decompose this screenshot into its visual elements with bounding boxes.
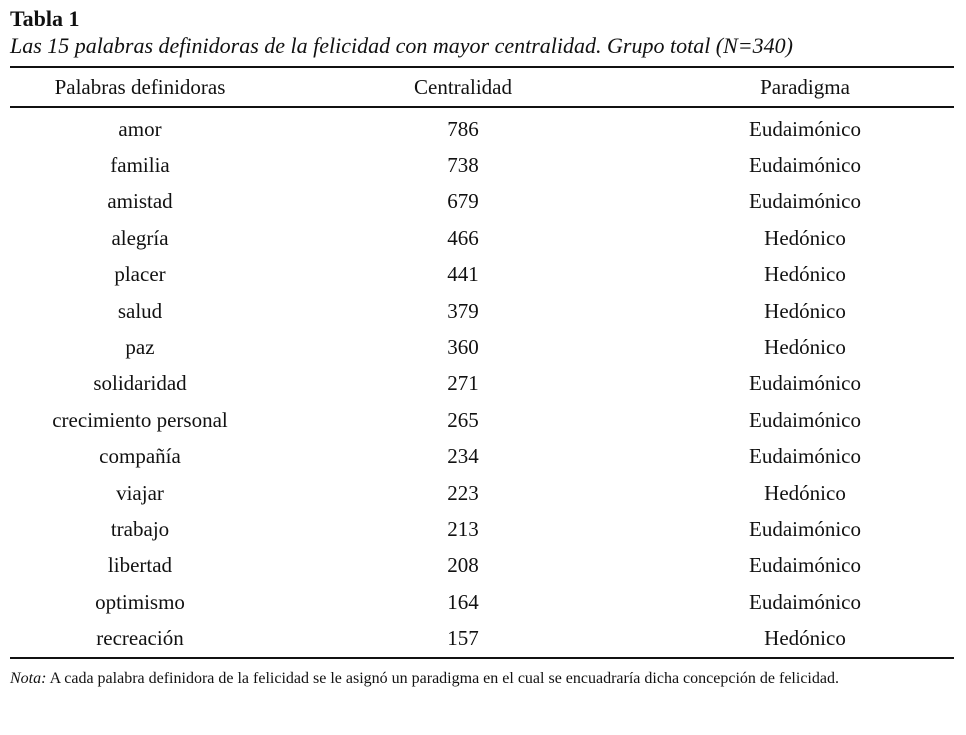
- paradigm-cell: Eudaimónico: [749, 553, 861, 578]
- paradigm-cell: Hedónico: [764, 480, 846, 505]
- table-row: [10, 107, 954, 147]
- table-caption: Las 15 palabras definidoras de la felicidad con mayor centralidad. Grupo total (N=340): [10, 33, 793, 58]
- word-cell: libertad: [107, 553, 173, 578]
- paradigm-cell: Eudaimónico: [749, 153, 861, 178]
- paradigm-cell: Hedónico: [764, 262, 846, 287]
- centrality-cell: 234: [447, 444, 479, 469]
- word-cell: viajar: [116, 480, 164, 505]
- paradigm-cell: Eudaimónico: [749, 589, 861, 614]
- paradigm-cell: Eudaimónico: [749, 371, 861, 396]
- centrality-cell: 379: [447, 298, 479, 323]
- paradigm-cell: Eudaimónico: [749, 189, 861, 214]
- centrality-cell: 271: [447, 371, 479, 396]
- table-row: [10, 184, 954, 220]
- centrality-cell: 213: [447, 516, 479, 541]
- word-cell: familia: [110, 153, 170, 178]
- centrality-cell: 679: [447, 189, 479, 214]
- word-cell: amistad: [107, 189, 173, 214]
- table-row: [10, 147, 954, 183]
- word-cell: recreación: [96, 626, 184, 651]
- note-label: Nota:: [10, 669, 47, 687]
- paradigm-cell: Hedónico: [764, 626, 846, 651]
- table-header-row: [10, 67, 954, 107]
- centrality-cell: 157: [447, 626, 479, 651]
- table-row: [10, 584, 954, 620]
- word-cell: salud: [117, 298, 163, 323]
- table-row: [10, 329, 954, 365]
- table-row: [10, 293, 954, 329]
- table-row: [10, 402, 954, 438]
- table-row: [10, 511, 954, 547]
- table-figure: [10, 6, 954, 706]
- paradigm-cell: Eudaimónico: [749, 116, 861, 141]
- centrality-cell: 208: [447, 553, 479, 578]
- word-cell: optimismo: [95, 589, 185, 614]
- centrality-cell: 223: [447, 480, 479, 505]
- table-row: [10, 366, 954, 402]
- table-row: [10, 439, 954, 475]
- paradigm-cell: Hedónico: [764, 225, 846, 250]
- note-text: A cada palabra definidora de la felicidad se le asignó un paradigma en el cual se encuadraría dicha concepción de felicidad.: [46, 669, 839, 687]
- header-centrality: Centralidad: [270, 67, 656, 107]
- paradigm-cell: Eudaimónico: [749, 444, 861, 469]
- paradigm-cell: Eudaimónico: [749, 407, 861, 432]
- header-paradigm: Paradigma: [656, 67, 954, 107]
- centrality-cell: 441: [447, 262, 479, 287]
- word-cell: solidaridad: [93, 371, 187, 396]
- centrality-cell: 360: [447, 335, 479, 360]
- table-row: [10, 548, 954, 584]
- table-row: [10, 257, 954, 293]
- word-cell: compañía: [99, 444, 181, 469]
- paradigm-cell: Hedónico: [764, 335, 846, 360]
- table-row: [10, 220, 954, 256]
- centrality-cell: 466: [447, 225, 479, 250]
- table-row: [10, 475, 954, 511]
- word-cell: alegría: [111, 225, 169, 250]
- word-cell: placer: [114, 262, 166, 287]
- word-cell: crecimiento personal: [52, 407, 228, 432]
- word-cell: trabajo: [110, 516, 170, 541]
- table-note: [10, 667, 954, 690]
- paradigm-cell: Eudaimónico: [749, 516, 861, 541]
- table-body: [10, 107, 954, 658]
- centrality-cell: 265: [447, 407, 479, 432]
- word-cell: paz: [125, 335, 155, 360]
- centrality-cell: 164: [447, 589, 479, 614]
- table-label: Tabla 1: [10, 6, 80, 31]
- word-cell: amor: [118, 116, 162, 141]
- table-row: [10, 620, 954, 657]
- centrality-cell: 786: [447, 116, 479, 141]
- paradigm-cell: Hedónico: [764, 298, 846, 323]
- header-words: Palabras definidoras: [10, 67, 270, 107]
- centrality-table: [10, 66, 954, 659]
- centrality-cell: 738: [447, 153, 479, 178]
